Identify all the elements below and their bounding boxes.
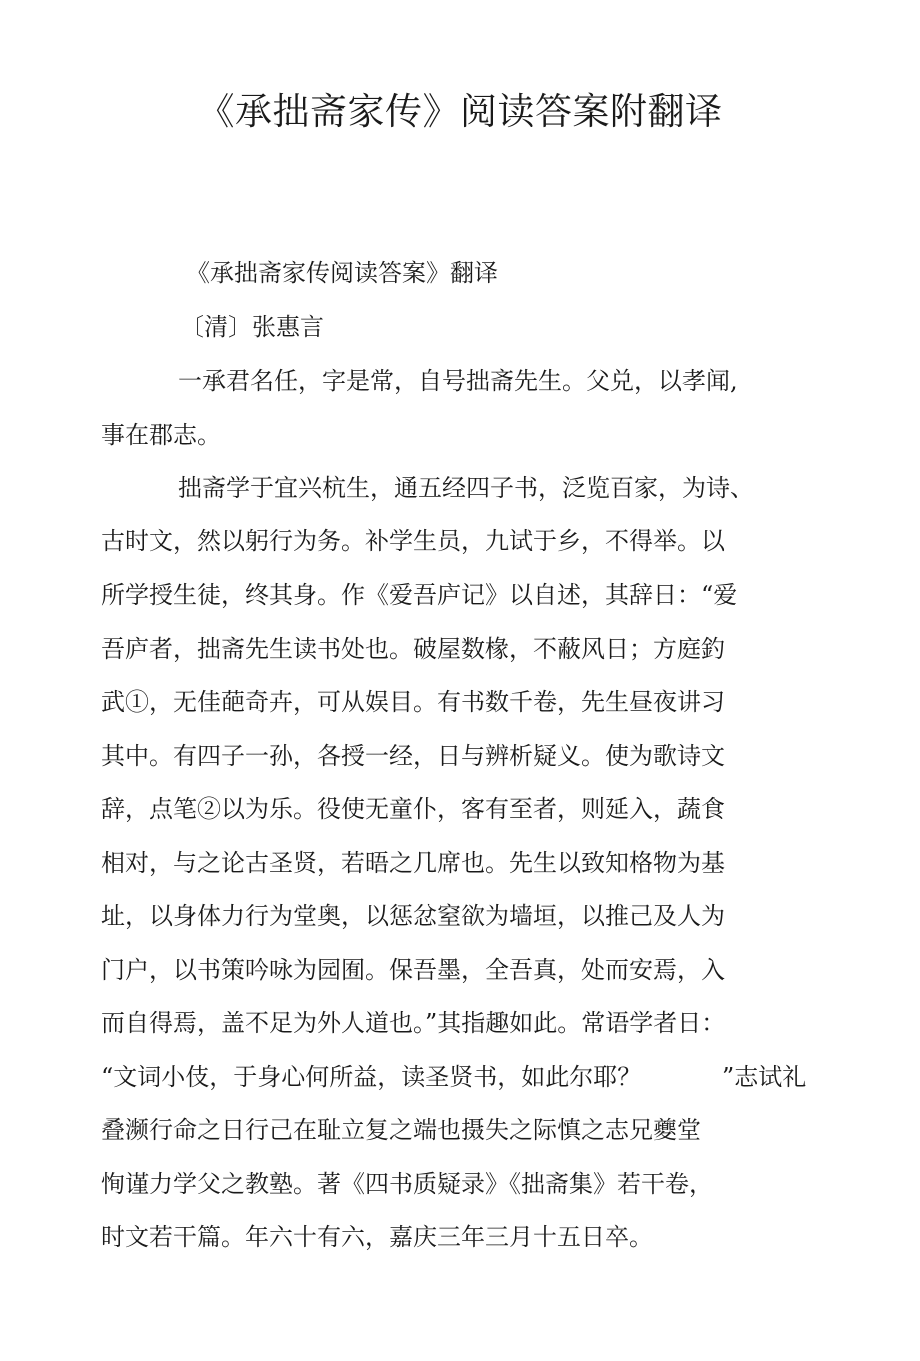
- paragraph-line: 时文若干篇。年六十有六，嘉庆三年三月十五日卒。: [101, 1223, 653, 1251]
- paragraph-line: 一承君名任，字是常，自号拙斋先生。父兑，以孝闻,: [178, 367, 738, 395]
- paragraph-line: 所学授生徒，终其身。作《爱吾庐记》以自述，其辞日：“爱: [101, 581, 738, 609]
- paragraph-line: 拙斋学于宜兴杭生，通五经四子书，泛览百家，为诗、: [178, 474, 754, 502]
- paragraph-line: 恂谨力学父之教塾。著《四书质疑录》《拙斋集》若干卷，: [101, 1170, 713, 1198]
- paragraph-line: 址，以身体力行为堂奥，以惩忿窒欲为墙垣，以推己及人为: [101, 902, 725, 930]
- paragraph-line: 武①，无佳葩奇卉，可从娱目。有书数千卷，先生昼夜讲习: [101, 688, 725, 716]
- paragraph-line: 吾庐者，拙斋先生读书处也。破屋数椽，不蔽风日；方庭釣: [101, 635, 725, 663]
- paragraph-line: “文词小伎，于身心何所益，读圣贤书，如此尔耶？: [101, 1063, 642, 1091]
- paragraph-line: 叠濒行命之日行己在耻立复之端也摄失之际慎之志兄夔堂: [101, 1116, 701, 1144]
- paragraph-line: 相对，与之论古圣贤，若晤之几席也。先生以致知格物为基: [101, 849, 725, 877]
- paragraph-line: 辞，点笔②以为乐。役使无童仆，客有至者，则延入，蔬食: [101, 795, 725, 823]
- paragraph-line: 而自得焉，盖不足为外人道也。”其指趣如此。常语学者日：: [101, 1009, 726, 1037]
- paragraph-line: 其中。有四子一孙，各授一经，日与辨析疑义。使为歌诗文: [101, 742, 725, 770]
- paragraph-line: 事在郡志。: [101, 421, 221, 449]
- paragraph-line: 古时文，然以躬行为务。补学生员，九试于乡，不得举。以: [101, 527, 725, 555]
- paragraph-line: 门户，以书策吟咏为园囿。保吾墨，全吾真，处而安焉，入: [101, 956, 725, 984]
- author-line: 〔清〕张惠言: [180, 313, 324, 341]
- document-title: 《承拙斋家传》阅读答案附翻译: [197, 90, 723, 133]
- paragraph-line-fragment: ”志试礼: [722, 1063, 807, 1091]
- article-subtitle: 《承拙斋家传阅读答案》翻译: [186, 259, 498, 287]
